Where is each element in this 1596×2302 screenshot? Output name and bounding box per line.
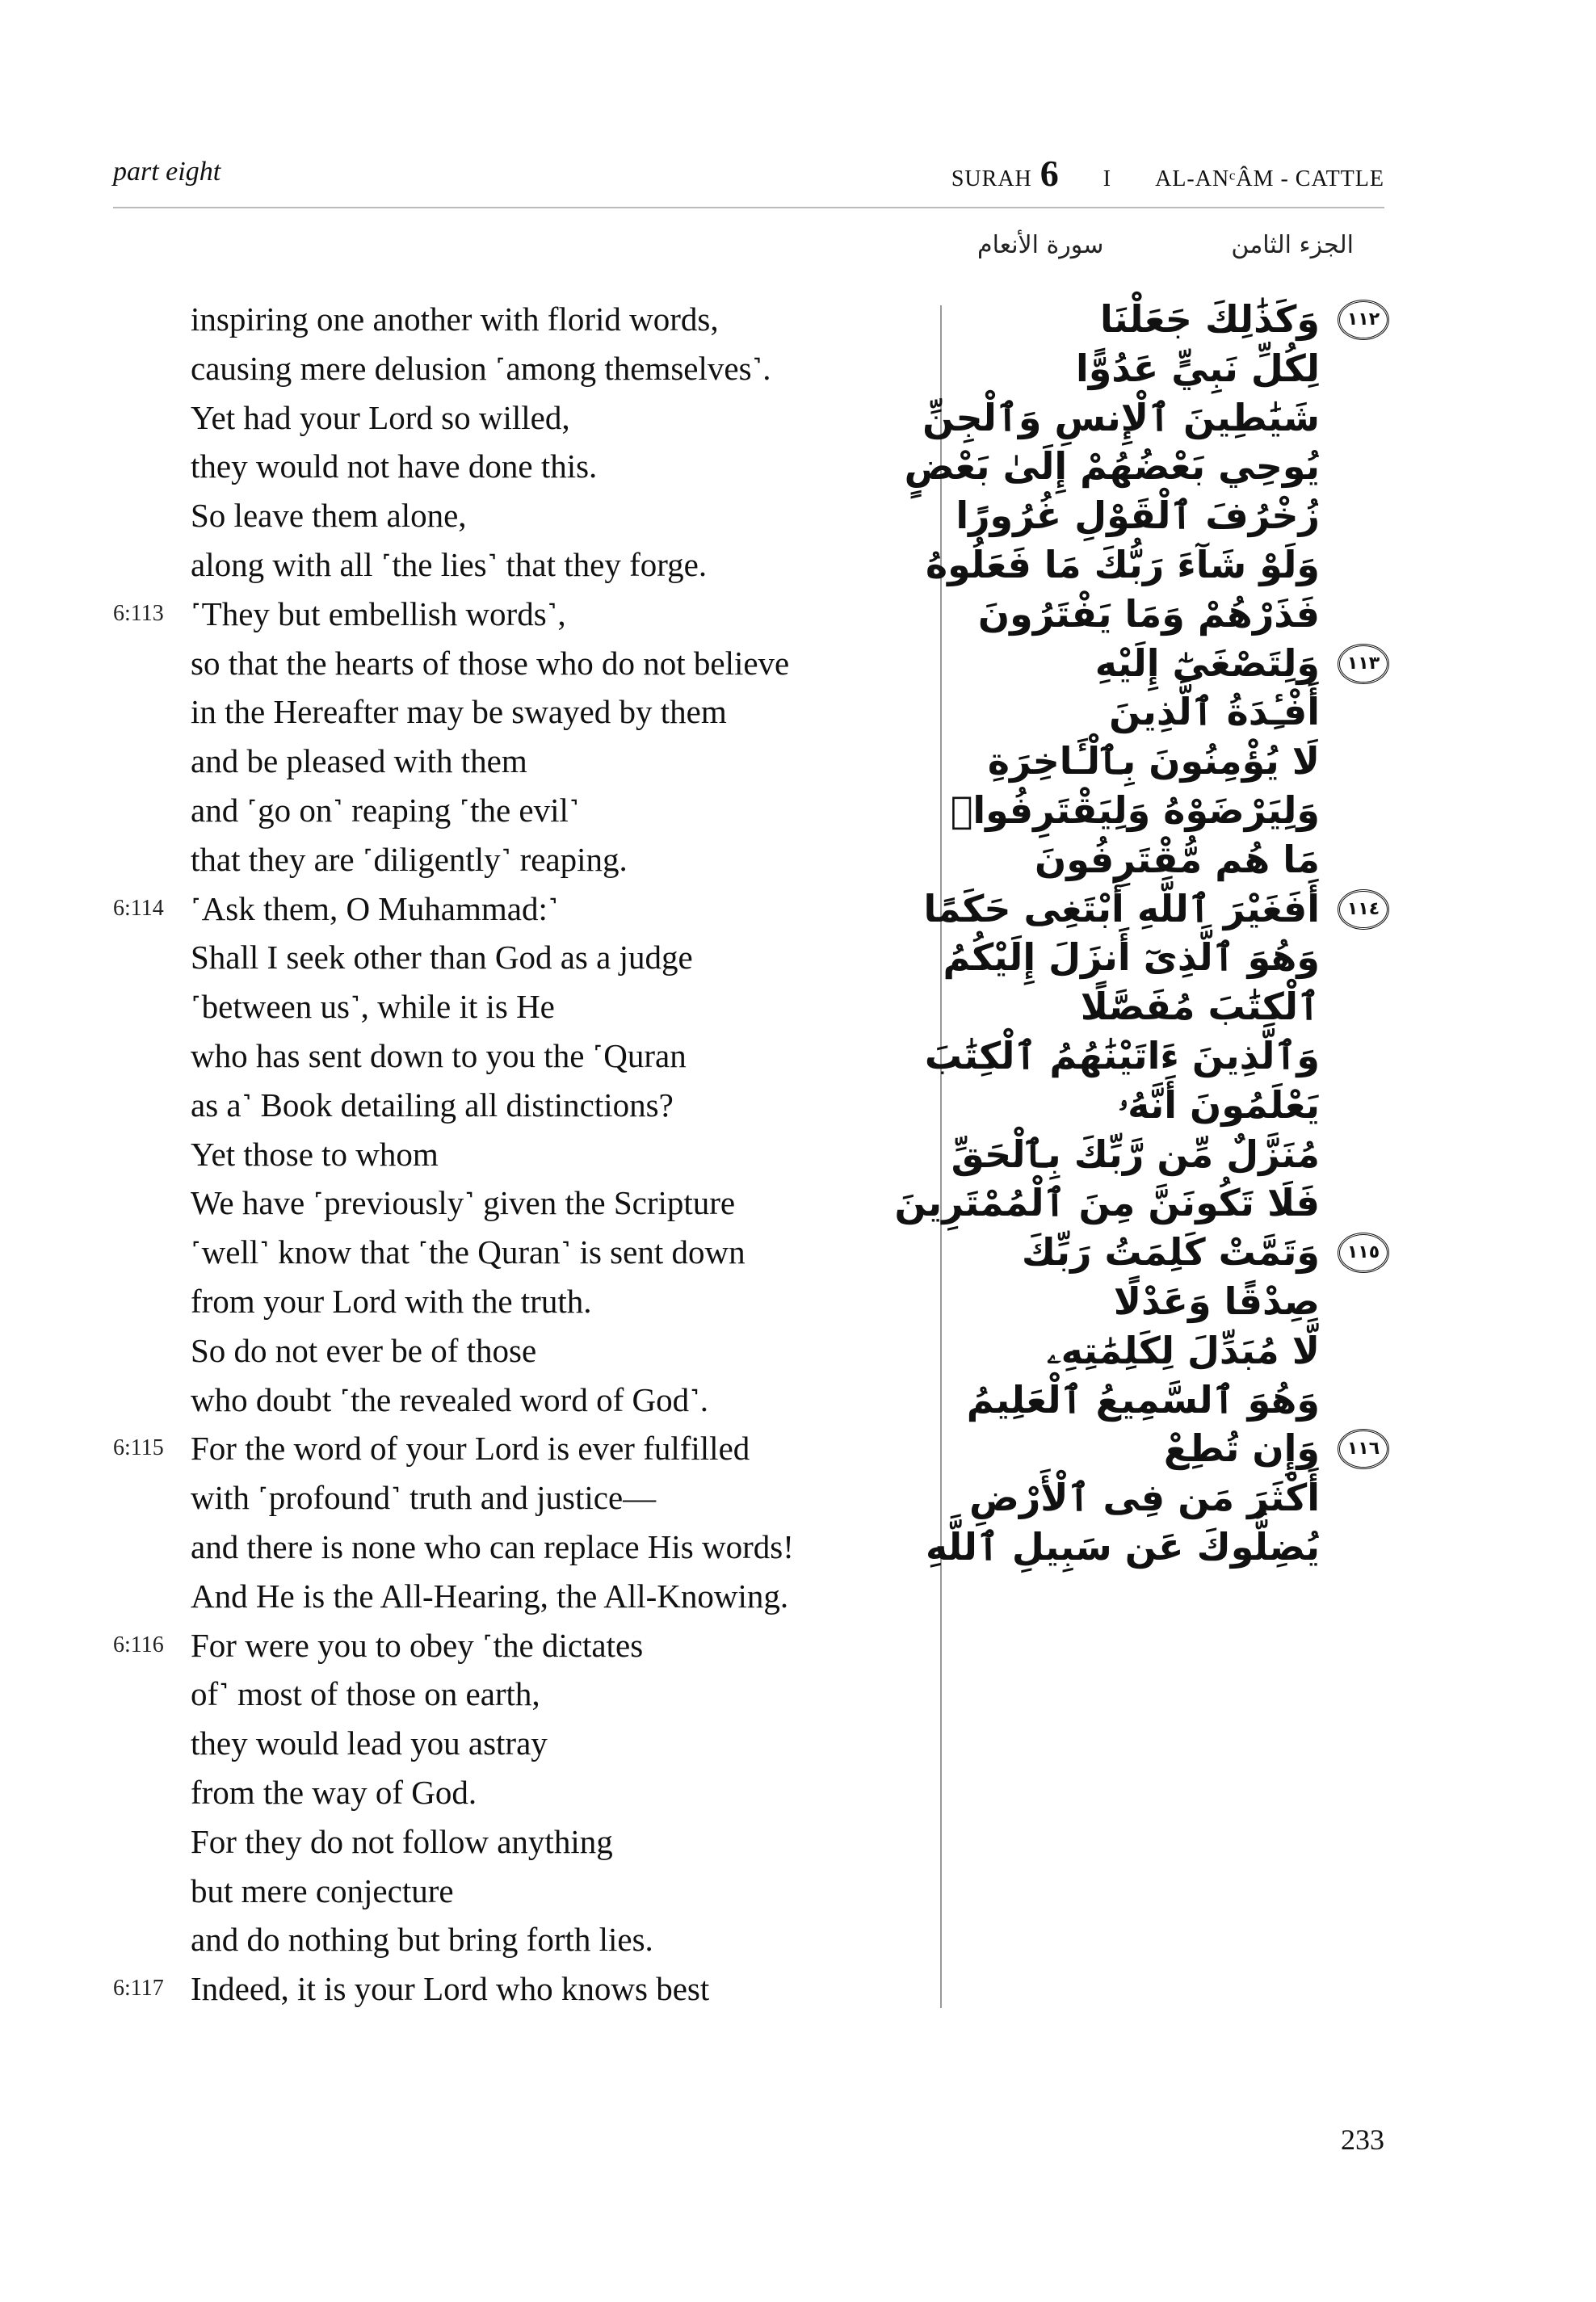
arabic-line-text: أَفَغَيْرَ ٱللَّهِ أَبْتَغِى حَكَمًا — [923, 886, 1320, 930]
english-line — [113, 1670, 921, 1719]
english-line — [113, 1621, 921, 1670]
arabic-line — [969, 835, 1389, 884]
english-line — [113, 687, 921, 737]
arabic-line-text: يُضِلُّوكَ عَن سَبِيلِ ٱللَّهِ — [926, 1524, 1320, 1569]
verse-number-medallion: ١١٢ — [1338, 300, 1389, 340]
english-line — [113, 933, 921, 982]
english-line-text: So leave them alone, — [191, 497, 467, 535]
arabic-line — [969, 639, 1389, 688]
english-line-text: so that the hearts of those who do not believe — [191, 644, 790, 682]
english-line-text: and do nothing but bring forth lies. — [191, 1921, 653, 1959]
english-line-text: as a˺ Book detailing all distinctions? — [191, 1086, 674, 1124]
arabic-text — [894, 295, 1389, 1572]
english-line — [113, 1768, 921, 1817]
english-line-text: causing mere delusion ˹among themselves˺. — [191, 349, 771, 387]
english-line-text: from the way of God. — [191, 1773, 477, 1811]
verse-reference: 6:113 — [113, 600, 164, 626]
arabic-line-text: زُخْرُفَ ٱلْقَوْلِ غُرُورًا — [956, 494, 1320, 538]
arabic-line-text: فَذَرْهُمْ وَمَا يَفْتَرُونَ — [977, 591, 1320, 636]
english-line-text: they would lead you astray — [191, 1724, 548, 1762]
surah-label: SURAH — [951, 166, 1032, 191]
arabic-line — [969, 1326, 1389, 1376]
arabic-line-text: وَهُوَ ٱلَّذِىٓ أَنزَلَ إِلَيْكُمُ — [943, 935, 1320, 980]
arabic-line-text: لَّا مُبَدِّلَ لِكَلِمَٰتِهِۦ — [1047, 1328, 1320, 1372]
arabic-line — [951, 1130, 1389, 1179]
english-line — [113, 1376, 921, 1425]
arabic-line — [969, 687, 1389, 737]
arabic-line — [950, 786, 1389, 835]
arabic-line — [922, 393, 1389, 443]
arabic-line — [894, 1178, 1389, 1228]
arabic-line — [926, 540, 1389, 590]
english-line — [113, 1031, 921, 1081]
english-line — [113, 295, 921, 344]
surah-number: 6 — [1040, 153, 1060, 194]
arabic-line-text: مُنَزَّلٌ مِّن رَّبِّكَ بِٱلْحَقِّ — [951, 1132, 1320, 1176]
verse-reference: 6:116 — [113, 1632, 164, 1657]
english-line-text: but mere conjecture — [191, 1871, 454, 1909]
english-line-text: We have ˹previously˺ given the Scripture — [191, 1184, 736, 1222]
english-line-text: and ˹go on˺ reaping ˹the evil˺ — [191, 791, 580, 829]
arabic-line-text: وَإِن تُطِعْ — [1163, 1426, 1320, 1471]
english-line — [113, 1867, 921, 1916]
header-separator: I — [1102, 166, 1112, 191]
arabic-line — [969, 1424, 1389, 1473]
arabic-line — [926, 1523, 1389, 1572]
verse-number-medallion: ١١٤ — [1338, 889, 1389, 930]
english-line — [113, 639, 921, 688]
english-line-text: with ˹profound˺ truth and justice— — [191, 1479, 657, 1517]
english-line-text: and there is none who can replace His words! — [191, 1527, 794, 1565]
arabic-line-text: صِدْقًا وَعَدْلًا — [1113, 1279, 1320, 1323]
arabic-line-text: لَا يُؤْمِنُونَ بِٱلْـَٔاخِرَةِ — [987, 739, 1320, 783]
verse-number-medallion: ١١٥ — [1338, 1233, 1389, 1273]
page-number: 233 — [1341, 2123, 1384, 2156]
english-line-text: Yet had your Lord so willed, — [191, 398, 570, 436]
surah-title: AL-ANᶜÂM - CATTLE — [1155, 166, 1384, 191]
arabic-line — [956, 491, 1389, 540]
arabic-line-text: فَلَا تَكُونَنَّ مِنَ ٱلْمُمْتَرِينَ — [894, 1181, 1320, 1225]
arabic-line-text: وَلِيَرْضَوْهُ وَلِيَقْتَرِفُوا۟ — [950, 788, 1320, 832]
english-line-text: ˹Ask them, O Muhammad:˺ — [191, 889, 559, 927]
english-line-text: who doubt ˹the revealed word of God˺. — [191, 1380, 709, 1418]
verse-number-medallion: ١١٦ — [1338, 1429, 1389, 1469]
english-line-text: along with all ˹the lies˺ that they forge. — [191, 545, 708, 583]
arabic-line-text: لِكُلِّ نَبِيٍّ عَدُوًّا — [1075, 346, 1320, 390]
arabic-line-text: وَكَذَٰلِكَ جَعَلْنَا — [1100, 297, 1320, 341]
english-line — [113, 540, 921, 590]
english-line — [113, 1081, 921, 1130]
arabic-line-text: مَا هُم مُّقْتَرِفُونَ — [1035, 837, 1320, 881]
arabic-line-text: وَتَمَّتْ كَلِمَتُ رَبِّكَ — [1021, 1230, 1320, 1275]
arabic-line — [943, 933, 1389, 982]
arabic-line — [969, 295, 1389, 344]
english-line-text: Indeed, it is your Lord who knows best — [191, 1970, 710, 2008]
english-line — [113, 393, 921, 443]
english-line-text: of˺ most of those on earth, — [191, 1675, 540, 1713]
english-line-text: For the word of your Lord is ever fulfilled — [191, 1430, 750, 1468]
arabic-line — [924, 1031, 1389, 1081]
arabic-line-text: شَيَٰطِينَ ٱلْإِنسِ وَٱلْجِنِّ — [922, 395, 1320, 439]
english-line — [113, 442, 921, 491]
english-line-text: and be pleased with them — [191, 742, 527, 780]
arabic-line-text: يُوحِي بَعْضُهُمْ إِلَىٰ بَعْضٍ — [904, 444, 1320, 489]
arabic-line-text: وَلَوْ شَآءَ رَبُّكَ مَا فَعَلُوهُ — [926, 542, 1320, 586]
english-line-text: ˹They but embellish words˺, — [191, 594, 566, 632]
english-line-text: For they do not follow anything — [191, 1822, 613, 1860]
english-line-text: who has sent down to you the ˹Quran — [191, 1036, 687, 1074]
english-line — [113, 590, 921, 639]
english-line — [113, 1964, 921, 2014]
arabic-line — [969, 1228, 1389, 1277]
english-line-text: ˹well˺ know that ˹the Quran˺ is sent down — [191, 1233, 746, 1271]
english-line-text: inspiring one another with florid words, — [191, 300, 719, 338]
arabic-line-text: أَفْـِٔدَةُ ٱلَّذِينَ — [1109, 690, 1320, 734]
english-line — [113, 1719, 921, 1768]
arabic-line-text: أَكْثَرَ مَن فِى ٱلْأَرْضِ — [968, 1476, 1320, 1520]
english-line-text: in the Hereafter may be swayed by them — [191, 693, 727, 731]
english-line-text: from your Lord with the truth. — [191, 1282, 592, 1320]
header-rule — [113, 207, 1384, 208]
english-line — [113, 1817, 921, 1867]
arabic-line — [969, 737, 1389, 786]
arabic-line — [969, 1081, 1389, 1130]
arabic-line-text: وَٱلَّذِينَ ءَاتَيْنَٰهُمُ ٱلْكِتَٰبَ — [924, 1033, 1320, 1077]
english-line — [113, 1326, 921, 1376]
arabic-line — [969, 344, 1389, 393]
english-line — [113, 1277, 921, 1326]
arabic-line — [969, 982, 1389, 1031]
english-line-text: Shall I seek other than God as a judge — [191, 939, 693, 977]
english-line — [113, 1523, 921, 1572]
arabic-line-text: وَهُوَ ٱلسَّمِيعُ ٱلْعَلِيمُ — [966, 1377, 1320, 1422]
english-line — [113, 1473, 921, 1523]
english-line — [113, 786, 921, 835]
english-line — [113, 1178, 921, 1228]
verse-number-medallion: ١١٣ — [1338, 644, 1389, 684]
verse-reference: 6:117 — [113, 1976, 164, 2002]
arabic-part-heading: الجزء الثامن — [1231, 231, 1354, 259]
english-line-text: So do not ever be of those — [191, 1331, 537, 1369]
arabic-line — [904, 442, 1389, 491]
english-line-text: ˹between us˺, while it is He — [191, 988, 555, 1026]
english-line — [113, 982, 921, 1031]
english-line — [113, 884, 921, 934]
arabic-line — [969, 590, 1389, 639]
arabic-line-text: يَعْلَمُونَ أَنَّهُۥ — [1118, 1082, 1320, 1127]
english-line-text: For were you to obey ˹the dictates — [191, 1626, 644, 1664]
english-line-text: And He is the All-Hearing, the All-Knowing. — [191, 1577, 789, 1615]
verse-reference: 6:115 — [113, 1435, 164, 1461]
english-line — [113, 737, 921, 786]
arabic-line — [923, 884, 1389, 934]
arabic-line-text: وَلِتَصْغَىٰٓ إِلَيْهِ — [1094, 641, 1320, 685]
english-line — [113, 835, 921, 884]
english-line — [113, 344, 921, 393]
english-line — [113, 1130, 921, 1179]
surah-header — [951, 152, 1384, 195]
english-line — [113, 1228, 921, 1277]
english-line — [113, 1424, 921, 1473]
verse-reference: 6:114 — [113, 895, 164, 921]
english-line — [113, 1915, 921, 1964]
english-line-text: Yet those to whom — [191, 1135, 439, 1173]
english-line — [113, 1572, 921, 1621]
english-line-text: they would not have done this. — [191, 447, 598, 485]
arabic-line — [969, 1277, 1389, 1326]
arabic-line-text: ٱلْكِتَٰبَ مُفَصَّلًا — [1080, 985, 1320, 1029]
arabic-surah-heading: سورة الأنعام — [977, 231, 1104, 259]
part-label: part eight — [113, 157, 221, 187]
english-translation — [113, 295, 921, 2014]
english-line — [113, 491, 921, 540]
arabic-line — [969, 1473, 1389, 1523]
arabic-line — [966, 1376, 1389, 1425]
english-line-text: that they are ˹diligently˺ reaping. — [191, 840, 628, 878]
